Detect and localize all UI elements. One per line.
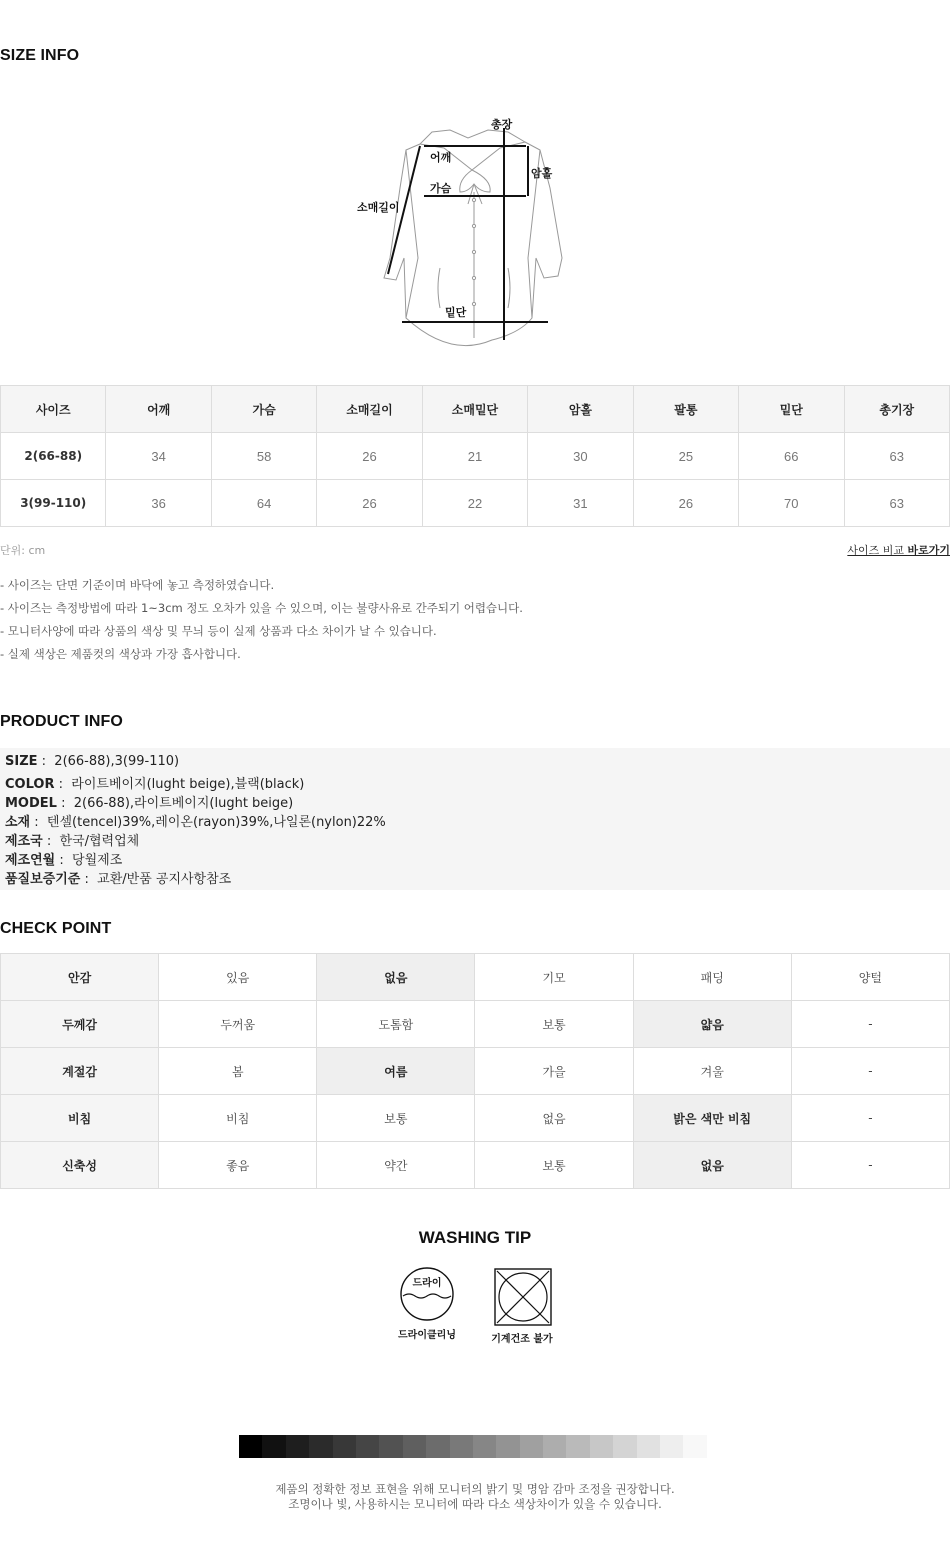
check-point-option: 보통 — [475, 1001, 633, 1048]
product-info-value: 텐셀(tencel)39%,레이온(rayon)39%,나일론(nylon)22% — [46, 815, 386, 830]
table-row — [1, 1001, 950, 1048]
product-info-key: COLOR — [5, 777, 55, 792]
size-value-cell: 70 — [739, 480, 844, 527]
product-info-row: COLOR : 라이트베이지(lught beige),블랙(black) — [5, 777, 305, 792]
size-label-cell: 2(66-88) — [1, 433, 106, 480]
product-info-key: SIZE — [5, 754, 38, 769]
dress-outline-illustration — [340, 108, 600, 358]
table-row — [1, 1142, 950, 1189]
gray-swatch — [683, 1435, 706, 1458]
dress-size-diagram — [340, 108, 600, 358]
check-point-head: 신축성 — [1, 1142, 159, 1189]
gray-swatch — [590, 1435, 613, 1458]
product-info-row: 품질보증기준 : 교환/반품 공지사항참조 — [5, 872, 232, 887]
dry-clean-icon — [400, 1266, 456, 1322]
size-value-cell: 21 — [422, 433, 527, 480]
table-row — [1, 954, 950, 1001]
size-value-cell: 63 — [844, 480, 950, 527]
check-point-option-selected: 없음 — [633, 1142, 791, 1189]
size-table-header: 밑단 — [739, 386, 844, 433]
check-point-option-selected: 여름 — [317, 1048, 475, 1095]
unit-label: 단위: cm — [0, 544, 46, 557]
check-point-option: 양털 — [791, 954, 949, 1001]
size-value-cell: 31 — [528, 480, 633, 527]
check-point-head: 안감 — [1, 954, 159, 1001]
size-table-header-row — [1, 386, 950, 433]
monitor-note: 제품의 정확한 정보 표현을 위해 모니터의 밝기 및 명암 감마 조정을 권장합니다. — [275, 1482, 675, 1496]
table-row — [1, 1048, 950, 1095]
size-value-cell: 25 — [633, 433, 738, 480]
product-info-row: 소재 : 텐셀(tencel)39%,레이온(rayon)39%,나일론(nylon)22% — [5, 815, 386, 830]
size-table-header: 팔통 — [633, 386, 738, 433]
product-info-key: 소재 — [5, 815, 31, 830]
gray-swatch — [262, 1435, 285, 1458]
label-chest: 가슴 — [430, 182, 452, 195]
gray-swatch — [426, 1435, 449, 1458]
gray-swatch — [613, 1435, 636, 1458]
label-shoulder: 어깨 — [430, 151, 452, 164]
product-info-row: 제조국 : 한국/협력업체 — [5, 834, 140, 849]
washing-tip-title: WASHING TIP — [418, 1228, 532, 1247]
gray-swatch — [356, 1435, 379, 1458]
check-point-option: 도톰함 — [317, 1001, 475, 1048]
product-info-value: 한국/협력업체 — [59, 834, 140, 849]
check-point-option: - — [791, 1142, 949, 1189]
gray-swatch — [660, 1435, 683, 1458]
product-info-title: PRODUCT INFO — [0, 713, 123, 730]
check-point-option: 있음 — [159, 954, 317, 1001]
check-point-option: - — [791, 1095, 949, 1142]
gray-swatch — [379, 1435, 402, 1458]
size-compare-bold: 바로가기 — [907, 544, 950, 557]
size-value-cell: 58 — [211, 433, 316, 480]
check-point-table — [0, 953, 950, 1189]
size-table-header: 소매밑단 — [422, 386, 527, 433]
check-point-option-selected: 없음 — [317, 954, 475, 1001]
size-label-cell: 3(99-110) — [1, 480, 106, 527]
product-info-row: 제조연월 : 당월제조 — [5, 853, 123, 868]
size-table-header: 사이즈 — [1, 386, 106, 433]
product-info-key: 품질보증기준 — [5, 872, 81, 887]
size-table-header: 암홀 — [528, 386, 633, 433]
size-table-header: 소매길이 — [317, 386, 422, 433]
check-point-option: 없음 — [475, 1095, 633, 1142]
size-table-header: 총기장 — [844, 386, 950, 433]
check-point-option: - — [791, 1048, 949, 1095]
size-table-header: 어깨 — [106, 386, 211, 433]
gray-swatch — [496, 1435, 519, 1458]
size-value-cell: 66 — [739, 433, 844, 480]
check-point-option: 약간 — [317, 1142, 475, 1189]
label-total-length: 총장 — [491, 118, 513, 131]
size-note: - 실제 색상은 제품컷의 색상과 가장 흡사합니다. — [0, 647, 241, 661]
check-point-option: 겨울 — [633, 1048, 791, 1095]
gray-swatch — [239, 1435, 262, 1458]
check-point-option: 비침 — [159, 1095, 317, 1142]
product-info-value: 2(66-88),라이트베이지(lught beige) — [73, 796, 294, 811]
product-info-value: 라이트베이지(lught beige),블랙(black) — [71, 777, 305, 792]
product-info-box — [0, 748, 950, 890]
gray-swatch — [450, 1435, 473, 1458]
dry-clean-caption: 드라이클리닝 — [398, 1330, 456, 1341]
dry-icon-text: 드라이 — [412, 1278, 442, 1289]
size-value-cell: 36 — [106, 480, 211, 527]
gray-swatch — [543, 1435, 566, 1458]
size-compare-link[interactable] — [847, 542, 950, 558]
size-info-title: SIZE INFO — [0, 47, 80, 64]
gray-swatch — [333, 1435, 356, 1458]
gray-swatch — [403, 1435, 426, 1458]
check-point-option: - — [791, 1001, 949, 1048]
no-tumble-dry-icon — [493, 1267, 553, 1327]
size-compare-prefix: 사이즈 비교 — [847, 544, 908, 557]
check-point-title: CHECK POINT — [0, 920, 112, 937]
check-point-option: 패딩 — [633, 954, 791, 1001]
size-note: - 모니터사양에 따라 상품의 색상 및 무늬 등이 실제 상품과 다소 차이가 날 수 있습니다. — [0, 624, 437, 638]
product-info-row: MODEL : 2(66-88),라이트베이지(lught beige) — [5, 796, 294, 811]
label-hem: 밑단 — [445, 306, 467, 319]
gray-swatch — [637, 1435, 660, 1458]
grayscale-calibration-strip — [239, 1435, 707, 1458]
label-sleeve-length: 소매길이 — [357, 201, 400, 214]
size-value-cell: 26 — [317, 433, 422, 480]
gray-swatch — [520, 1435, 543, 1458]
size-value-cell: 30 — [528, 433, 633, 480]
size-table — [0, 385, 950, 527]
gray-swatch — [473, 1435, 496, 1458]
check-point-head: 계절감 — [1, 1048, 159, 1095]
check-point-head: 비침 — [1, 1095, 159, 1142]
gray-swatch — [566, 1435, 589, 1458]
check-point-option: 보통 — [317, 1095, 475, 1142]
check-point-option: 봄 — [159, 1048, 317, 1095]
product-info-row: SIZE : 2(66-88),3(99-110) — [5, 754, 180, 769]
gray-swatch — [286, 1435, 309, 1458]
size-value-cell: 22 — [422, 480, 527, 527]
table-row — [1, 1095, 950, 1142]
check-point-option-selected: 얇음 — [633, 1001, 791, 1048]
product-info-value: 당월제조 — [72, 853, 123, 868]
label-armhole: 암홀 — [531, 167, 553, 180]
check-point-option: 보통 — [475, 1142, 633, 1189]
size-table-header: 가슴 — [211, 386, 316, 433]
check-point-option: 좋음 — [159, 1142, 317, 1189]
table-row — [1, 433, 950, 480]
gray-swatch — [309, 1435, 332, 1458]
product-info-key: 제조연월 — [5, 853, 56, 868]
monitor-note: 조명이나 빛, 사용하시는 모니터에 따라 다소 색상차이가 있을 수 있습니다. — [288, 1497, 662, 1511]
no-tumble-dry-caption: 기계건조 불가 — [491, 1334, 553, 1345]
check-point-option: 가을 — [475, 1048, 633, 1095]
size-value-cell: 63 — [844, 433, 950, 480]
check-point-option: 두꺼움 — [159, 1001, 317, 1048]
table-row — [1, 480, 950, 527]
check-point-option-selected: 밝은 색만 비침 — [633, 1095, 791, 1142]
size-value-cell: 26 — [633, 480, 738, 527]
product-info-key: MODEL — [5, 796, 57, 811]
size-value-cell: 34 — [106, 433, 211, 480]
product-info-key: 제조국 — [5, 834, 43, 849]
size-value-cell: 26 — [317, 480, 422, 527]
product-info-value: 2(66-88),3(99-110) — [54, 754, 180, 769]
size-note: - 사이즈는 단면 기준이며 바닥에 놓고 측정하였습니다. — [0, 578, 275, 592]
size-value-cell: 64 — [211, 480, 316, 527]
check-point-head: 두께감 — [1, 1001, 159, 1048]
size-note: - 사이즈는 측정방법에 따라 1~3cm 정도 오차가 있을 수 있으며, 이는 불량사유로 간주되기 어렵습니다. — [0, 601, 523, 615]
check-point-option: 기모 — [475, 954, 633, 1001]
product-info-value: 교환/반품 공지사항참조 — [97, 872, 232, 887]
size-notes — [0, 574, 523, 666]
